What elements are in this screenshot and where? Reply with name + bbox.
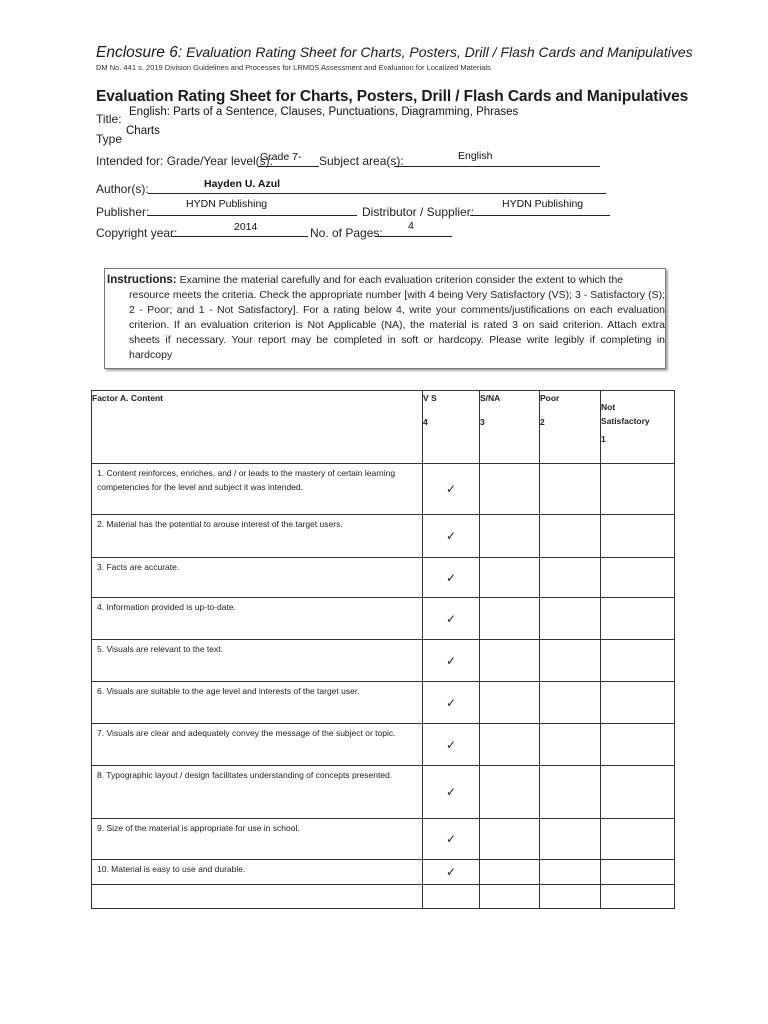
copyright-value[interactable]: 2014 xyxy=(234,221,258,233)
rating-cell-3[interactable] xyxy=(480,598,540,640)
rating-cell-4[interactable] xyxy=(423,598,480,640)
publisher-underline xyxy=(148,215,357,216)
grade-underline xyxy=(259,166,319,167)
rating-cell-1[interactable] xyxy=(601,640,675,682)
pages-label: No. of Pages: xyxy=(310,226,383,240)
table-row xyxy=(92,515,675,558)
rating-cell-4[interactable] xyxy=(423,682,480,724)
rating-cell-2[interactable] xyxy=(540,819,601,860)
col-ns-score: 1 xyxy=(601,434,606,444)
type-value[interactable]: Charts xyxy=(126,125,160,137)
rating-cell-2[interactable] xyxy=(540,464,601,515)
rating-cell-1[interactable] xyxy=(601,724,675,766)
rating-cell-3[interactable] xyxy=(480,682,540,724)
rating-cell-1[interactable] xyxy=(601,598,675,640)
table-row xyxy=(92,558,675,598)
distributor-value[interactable]: HYDN Publishing xyxy=(502,198,584,210)
enclosure-prefix: Enclosure 6: xyxy=(96,44,183,61)
col-vs-label: V S xyxy=(423,393,437,403)
check-mark-icon: ✓ xyxy=(445,785,457,799)
rating-cell-3[interactable] xyxy=(480,860,540,885)
col-ns-label: Not Satisfactory xyxy=(601,402,650,426)
copyright-label: Copyright year: xyxy=(96,226,178,240)
check-mark-icon: ✓ xyxy=(445,865,457,879)
table-row xyxy=(92,598,675,640)
rating-cell-3[interactable] xyxy=(480,766,540,819)
grade-value[interactable]: Grade 7- xyxy=(260,151,302,163)
instructions-heading: Instructions: xyxy=(107,274,177,286)
instructions-text xyxy=(107,273,665,363)
rating-cell-2[interactable] xyxy=(540,766,601,819)
table-row xyxy=(92,640,675,682)
copyright-underline xyxy=(171,236,308,237)
instructions-line1: Examine the material carefully and for each evaluation criterion consider the extent to which the xyxy=(179,274,624,286)
rating-cell-2[interactable] xyxy=(540,724,601,766)
rating-cell-4[interactable] xyxy=(423,464,480,515)
instructions-box xyxy=(104,268,666,369)
criterion-text: 6. Visuals are suitable to the age level and interests of the target user. xyxy=(92,682,423,724)
sheet-title: Evaluation Rating Sheet for Charts, Posters, Drill / Flash Cards and Manipulatives xyxy=(96,88,689,105)
table-row xyxy=(92,464,675,515)
table-row xyxy=(92,885,675,909)
rating-cell-4[interactable] xyxy=(423,860,480,885)
distributor-label: Distributor / Supplier: xyxy=(362,205,475,219)
publisher-value[interactable]: HYDN Publishing xyxy=(186,198,268,210)
rating-cell-4[interactable] xyxy=(423,885,480,909)
rating-cell-4[interactable] xyxy=(423,558,480,598)
rating-cell-4[interactable] xyxy=(423,819,480,860)
rating-cell-3[interactable] xyxy=(480,640,540,682)
rating-cell-4[interactable] xyxy=(423,724,480,766)
rating-cell-2[interactable] xyxy=(540,860,601,885)
check-mark-icon: ✓ xyxy=(445,832,457,846)
pages-value[interactable]: 4 xyxy=(408,220,414,232)
rating-cell-3[interactable] xyxy=(480,724,540,766)
author-underline xyxy=(148,193,606,194)
rating-cell-2[interactable] xyxy=(540,598,601,640)
check-mark-icon: ✓ xyxy=(445,611,457,626)
rating-cell-3[interactable] xyxy=(480,515,540,558)
rating-cell-1[interactable] xyxy=(601,515,675,558)
dm-reference: DM No. 441 s. 2019 Division Guidelines and Processes for LRMDS Assessment and Evaluation for Localized Materials xyxy=(96,63,491,72)
enclosure-title xyxy=(96,44,693,62)
criterion-text: 9. Size of the material is appropriate for use in school. xyxy=(92,819,423,860)
rating-cell-2[interactable] xyxy=(540,558,601,598)
rating-cell-2[interactable] xyxy=(540,515,601,558)
rating-cell-3[interactable] xyxy=(480,819,540,860)
distributor-underline xyxy=(470,215,610,216)
type-label: Type xyxy=(96,132,123,146)
col-poor-header xyxy=(540,391,601,464)
criterion-text: 2. Material has the potential to arouse interest of the target users. xyxy=(92,515,423,558)
col-vs-score: 4 xyxy=(423,417,428,427)
rating-cell-1[interactable] xyxy=(601,558,675,598)
check-mark-icon: ✓ xyxy=(445,482,457,496)
rating-cell-3[interactable] xyxy=(480,464,540,515)
table-row xyxy=(92,819,675,860)
table-row xyxy=(92,724,675,766)
rating-cell-1[interactable] xyxy=(601,464,675,515)
rating-cell-3[interactable] xyxy=(480,558,540,598)
check-mark-icon: ✓ xyxy=(445,529,457,543)
table-header-row xyxy=(92,391,675,464)
table-row xyxy=(92,766,675,819)
criterion-text: 1. Content reinforces, enriches, and / or leads to the mastery of certain learning competencies for the level and subject it was intended. xyxy=(92,464,423,515)
check-mark-icon: ✓ xyxy=(445,737,457,752)
evaluation-table xyxy=(91,390,675,909)
rating-cell-3[interactable] xyxy=(480,885,540,909)
rating-cell-1[interactable] xyxy=(601,682,675,724)
author-value[interactable]: Hayden U. Azul xyxy=(204,178,281,190)
author-label: Author(s): xyxy=(96,182,149,196)
criterion-text: 4. Information provided is up-to-date. xyxy=(92,598,423,640)
table-row xyxy=(92,860,675,885)
col-poor-label: Poor xyxy=(540,393,560,403)
subject-value[interactable]: English xyxy=(458,150,493,162)
check-mark-icon: ✓ xyxy=(445,695,457,710)
col-s-score: 3 xyxy=(480,417,485,427)
enclosure-subtitle: Evaluation Rating Sheet for Charts, Posters, Drill / Flash Cards and Manipulatives xyxy=(186,44,693,60)
criterion-text: 10. Material is easy to use and durable. xyxy=(92,860,423,885)
col-vs-header xyxy=(423,391,480,464)
col-s-header xyxy=(480,391,540,464)
col-ns-header xyxy=(601,391,675,464)
rating-cell-4[interactable] xyxy=(423,766,480,819)
rating-cell-2[interactable] xyxy=(540,640,601,682)
rating-cell-1[interactable] xyxy=(601,766,675,819)
col-s-label: S/NA xyxy=(480,393,501,403)
criterion-text: 5. Visuals are relevant to the text. xyxy=(92,640,423,682)
rating-cell-4[interactable] xyxy=(423,640,480,682)
pages-underline xyxy=(375,236,452,237)
col-poor-score: 2 xyxy=(540,417,545,427)
publisher-label: Publisher: xyxy=(96,205,150,219)
criterion-text: 8. Typographic layout / design facilitates understanding of concepts presented. xyxy=(92,766,423,819)
factor-header: Factor A. Content xyxy=(92,391,423,464)
subject-label: Subject area(s): xyxy=(319,154,404,168)
criterion-text: 3. Facts are accurate. xyxy=(92,558,423,598)
rating-cell-1[interactable] xyxy=(601,819,675,860)
title-label: Title: xyxy=(96,112,122,126)
criterion-text: 7. Visuals are clear and adequately convey the message of the subject or topic. xyxy=(92,724,423,766)
instructions-body: resource meets the criteria. Check the appropriate number [with 4 being Very Satisfactory (VS); 3 - Satisfactory (S); 2 - Poor; and 1 - Not Satisfactory]. For a rating below 4, write your comments/justifications on each evaluation criterion. If an evaluation criterion is Not Applicable (NA), the material is rated 3 on said criterion. Attach extra sheets if necessary. Your report may be completed in soft or hardcopy. Please write legibly if completing in hardcopy xyxy=(129,289,665,361)
rating-cell-4[interactable] xyxy=(423,515,480,558)
rating-cell-2[interactable] xyxy=(540,885,601,909)
rating-cell-1[interactable] xyxy=(601,860,675,885)
subject-underline xyxy=(394,166,600,167)
check-mark-icon: ✓ xyxy=(445,570,457,585)
table-row xyxy=(92,682,675,724)
check-mark-icon: ✓ xyxy=(445,653,457,668)
rating-cell-2[interactable] xyxy=(540,682,601,724)
criterion-text xyxy=(92,885,423,909)
title-value[interactable]: English: Parts of a Sentence, Clauses, Punctuations, Diagramming, Phrases xyxy=(129,106,519,118)
intended-label: Intended for: Grade/Year level(s): xyxy=(96,154,273,168)
rating-cell-1[interactable] xyxy=(601,885,675,909)
